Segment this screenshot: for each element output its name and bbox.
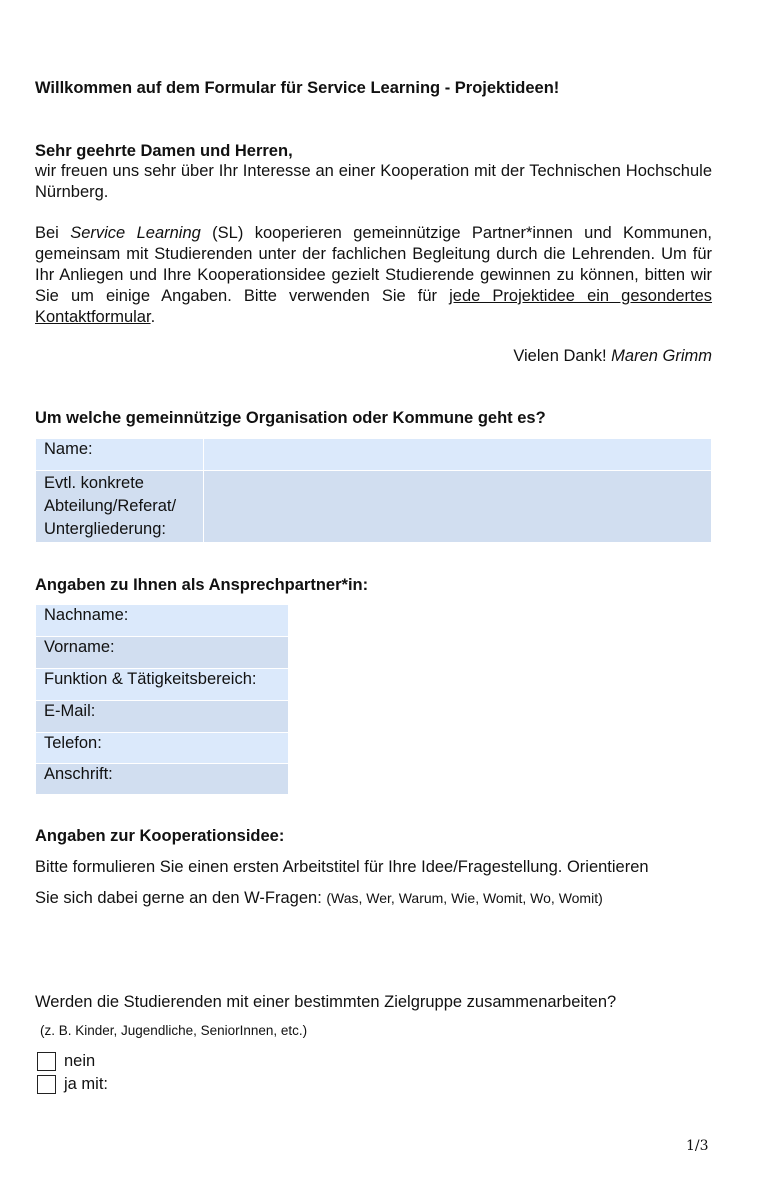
idea-answer-area[interactable]: [35, 918, 712, 978]
intro-paragraph-2: [35, 223, 712, 328]
contact-label-vorname: Vorname:: [44, 638, 115, 656]
ja-mit-checkbox[interactable]: [37, 1075, 56, 1094]
signature: Maren Grimm: [611, 347, 712, 365]
contact-label-email: E-Mail:: [44, 702, 96, 720]
contact-row-anschrift[interactable]: [36, 764, 288, 794]
org-name-label-cell: [36, 439, 203, 470]
contact-row-email[interactable]: [36, 701, 288, 732]
thanks-line: [513, 347, 712, 366]
contact-label-nachname: Nachname:: [44, 606, 129, 624]
target-group-question: Werden die Studierenden mit einer bestimmten Zielgruppe zusammenarbeiten?: [35, 993, 617, 1011]
intro-paragraph-1: [35, 161, 712, 203]
w-questions-list: (Was, Wer, Warum, Wie, Womit, Wo, Womit): [326, 890, 603, 906]
separate-form-note: jede Projektidee ein gesondertes Kontaktformular: [35, 287, 712, 326]
org-dept-label-line-3: Untergliederung:: [44, 520, 166, 538]
salutation: Sehr geehrte Damen und Herren,: [35, 142, 293, 160]
page-title: Willkommen auf dem Formular für Service Learning - Projektideen!: [35, 79, 560, 97]
contact-row-funktion[interactable]: [36, 669, 288, 700]
contact-label-funktion: Funktion & Tätigkeitsbereich:: [44, 670, 257, 688]
ja-mit-label: ja mit:: [64, 1075, 109, 1093]
org-dept-label-line-2: Abteilung/Referat/: [44, 497, 177, 515]
contact-row-telefon[interactable]: [36, 733, 288, 763]
intro-text-mid: (SL) kooperieren gemeinnützige Partner*innen und Kommunen, gemeinsam mit Studierenden unter der fachlichen Begleitung durch die Lehrenden. Um für Ihr Anliegen und Ihre Kooperationsidee gezielt Studierende gewinnen zu können, bitten wir Sie um einige Angaben. Bitte verwenden Sie für: [35, 224, 713, 305]
intro-text-end: .: [150, 308, 156, 326]
contact-label-anschrift: Anschrift:: [44, 765, 113, 783]
page-number: 1/3: [686, 1138, 709, 1154]
org-name-input[interactable]: [204, 439, 711, 470]
organisation-heading: Um welche gemeinnützige Organisation oder Kommune geht es?: [35, 409, 546, 427]
org-dept-label-line-1: Evtl. konkrete: [44, 474, 144, 492]
intro-text-start: Bei: [35, 224, 71, 242]
contact-label-telefon: Telefon:: [44, 734, 102, 752]
idea-instruction-line-2: [35, 889, 603, 908]
nein-label: nein: [64, 1052, 96, 1070]
org-dept-label-cell: [36, 471, 203, 542]
service-learning-term: Service Learning: [70, 224, 201, 242]
thanks-text: Vielen Dank!: [513, 347, 612, 365]
intro-paragraph-1-text: wir freuen uns sehr über Ihr Interesse an einer Kooperation mit der Technischen Hochschule Nürnberg.: [35, 162, 712, 201]
idea-instruction-line-1: Bitte formulieren Sie einen ersten Arbeitstitel für Ihre Idee/Fragestellung. Orientieren: [35, 858, 649, 876]
nein-checkbox[interactable]: [37, 1052, 56, 1071]
contact-row-nachname[interactable]: [36, 605, 288, 636]
idea-instruction-text: Sie sich dabei gerne an den W-Fragen:: [35, 889, 327, 907]
org-dept-input[interactable]: [204, 471, 711, 542]
org-name-label: Name:: [44, 440, 93, 458]
contact-heading: Angaben zu Ihnen als Ansprechpartner*in:: [35, 576, 369, 594]
idea-heading: Angaben zur Kooperationsidee:: [35, 827, 285, 845]
contact-row-vorname[interactable]: [36, 637, 288, 668]
target-group-hint: (z. B. Kinder, Jugendliche, SeniorInnen, etc.): [40, 1023, 308, 1038]
